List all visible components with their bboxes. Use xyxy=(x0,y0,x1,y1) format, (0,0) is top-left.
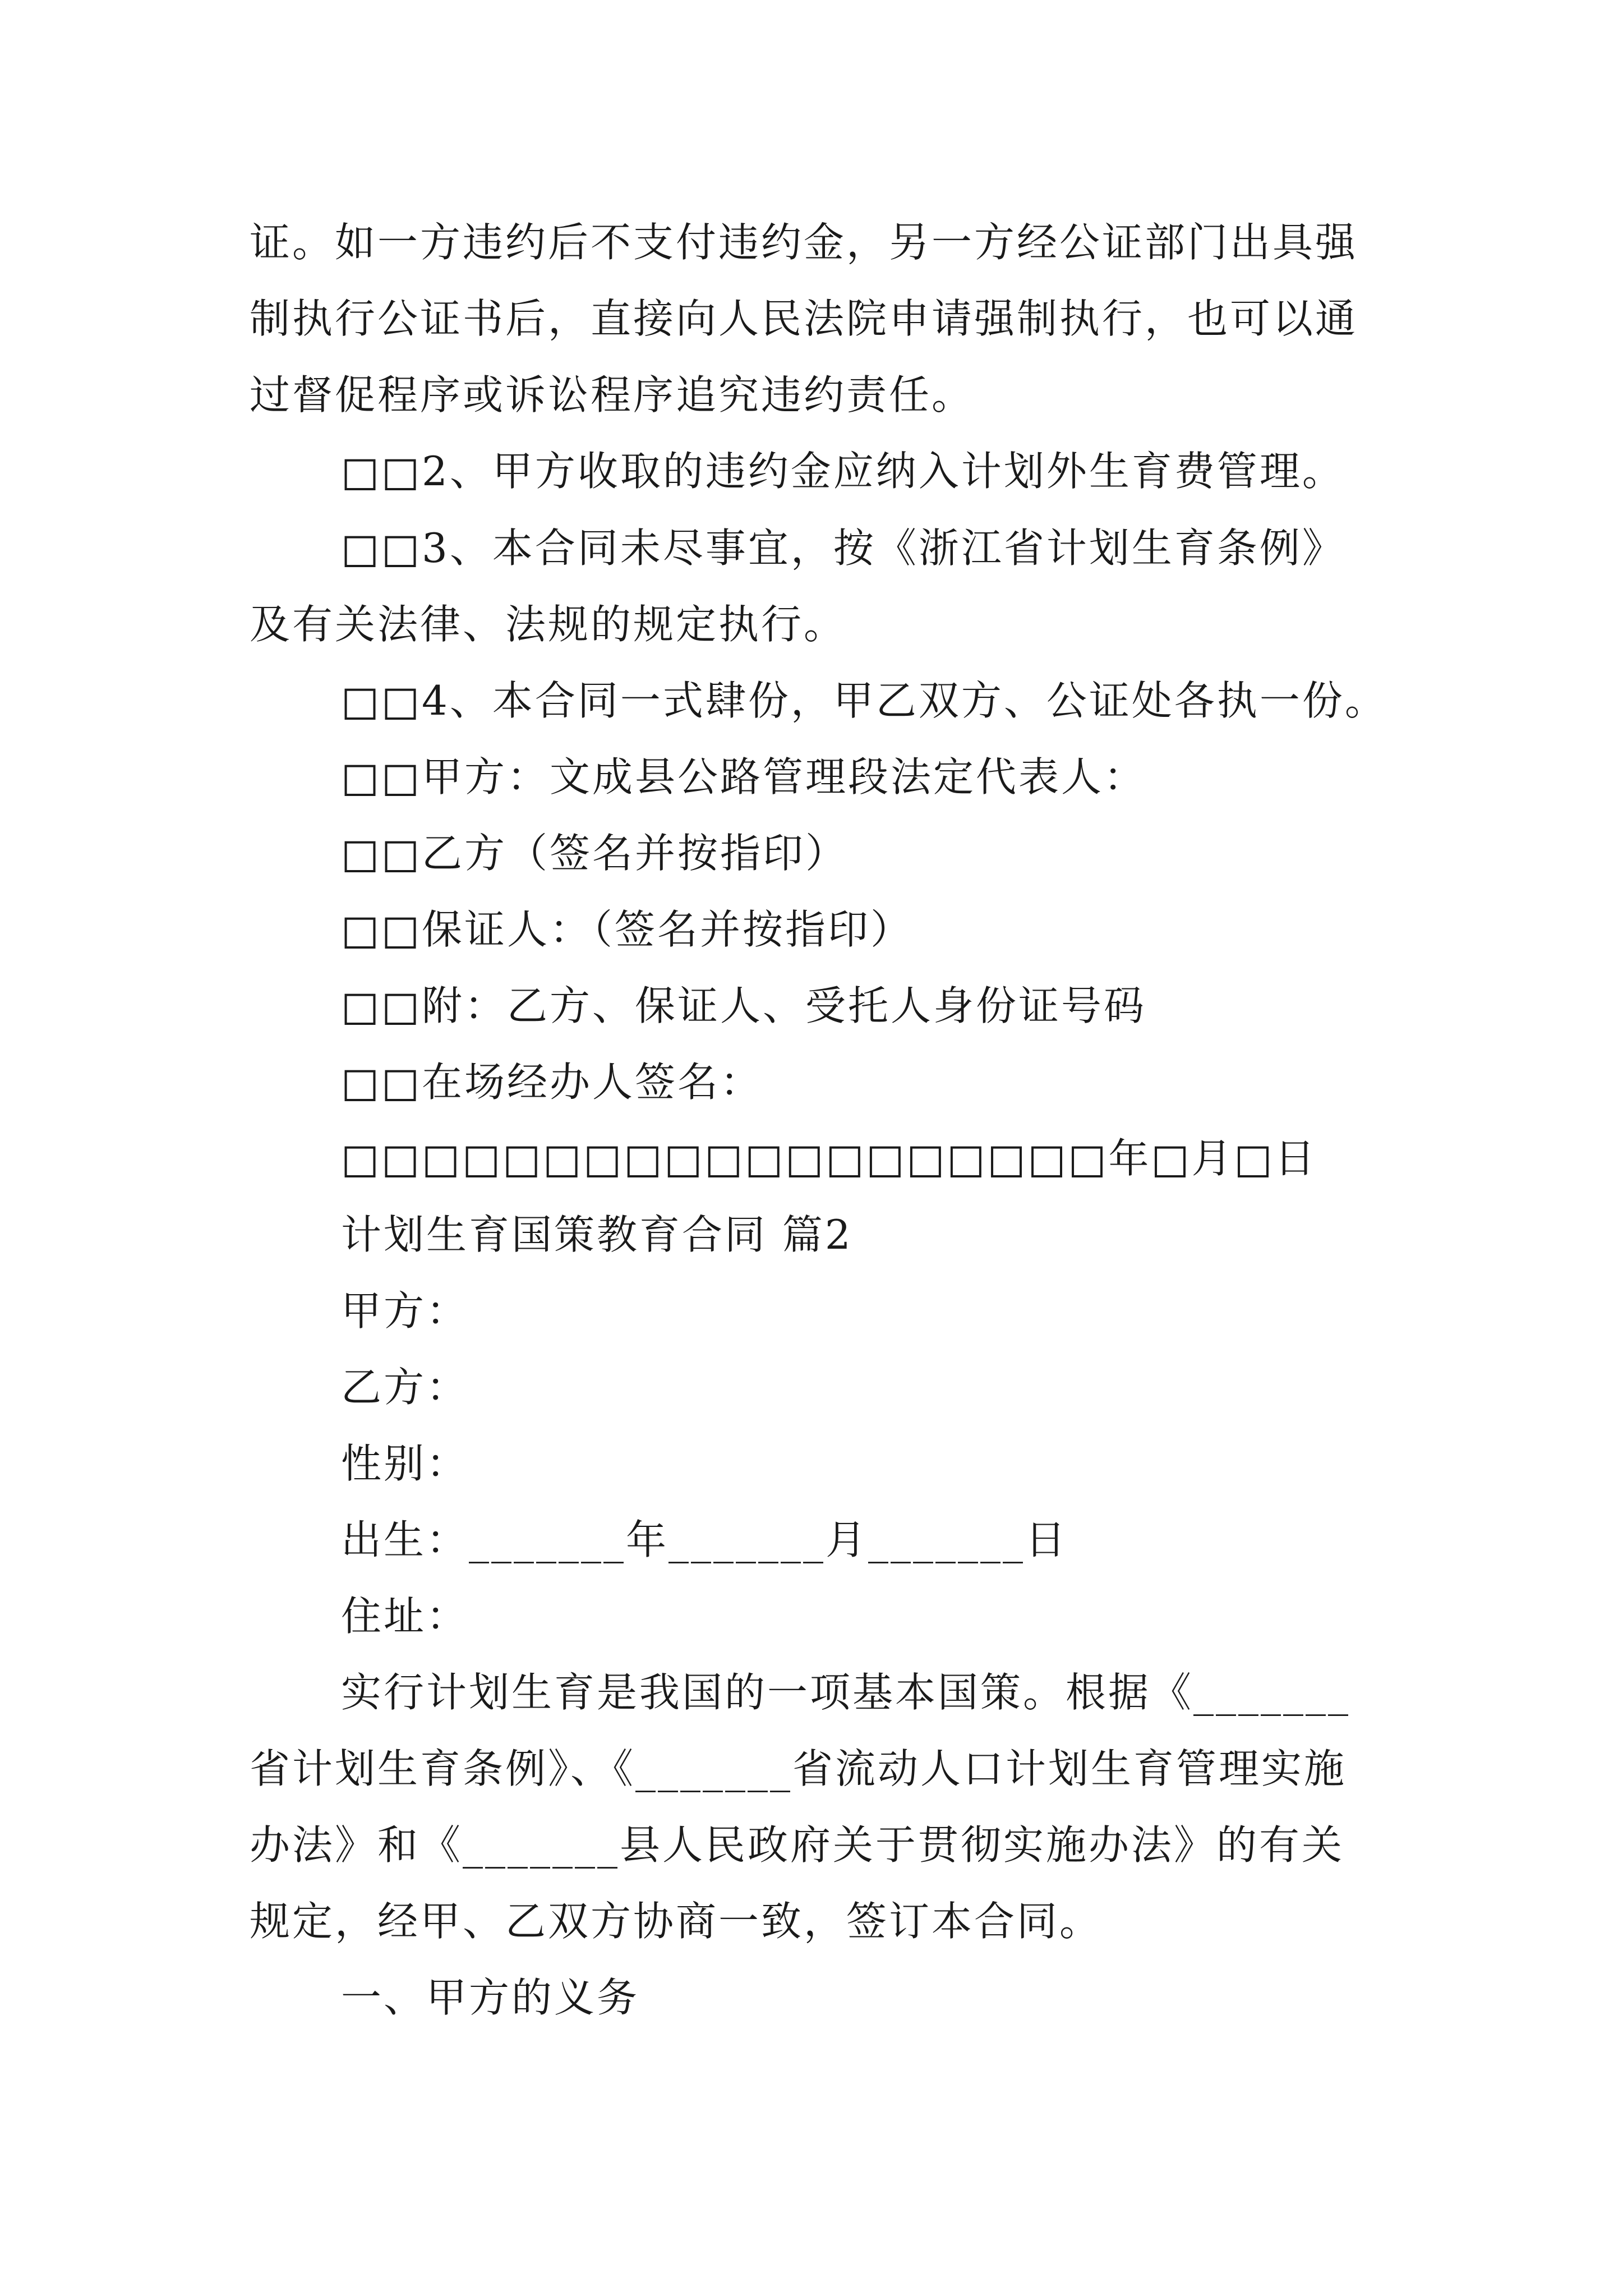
text-line: 住址： xyxy=(341,1593,469,1640)
text-line: □□3、本合同未尽事宜，按《浙江省计划生育条例》 xyxy=(341,524,1345,572)
text-line: 制执行公证书后，直接向人民法院申请强制执行，也可以通 xyxy=(250,295,1358,342)
text-line: 规定，经甲、乙双方协商一致，签订本合同。 xyxy=(250,1898,1103,1945)
text-line: □□4、本合同一式肆份，甲乙双方、公证处各执一份。 xyxy=(341,677,1387,724)
text-line: 乙方： xyxy=(341,1364,469,1411)
text-line: 省计划生育条例》、《_______省流动人口计划生育管理实施 xyxy=(250,1745,1347,1792)
text-line: □□2、甲方收取的违约金应纳入计划外生育费管理。 xyxy=(341,448,1345,495)
text-line: 办法》和《_______县人民政府关于贯彻实施办法》的有关 xyxy=(250,1821,1345,1869)
text-line: □□在场经办人签名： xyxy=(341,1059,763,1106)
text-line: □□乙方（签名并按指印） xyxy=(341,830,849,877)
text-line: 一、甲方的义务 xyxy=(341,1974,640,2021)
text-line: □□□□□□□□□□□□□□□□□□□年□月□日 xyxy=(341,1135,1317,1182)
text-line: 过督促程序或诉讼程序追究违约责任。 xyxy=(250,371,975,418)
section-heading: 计划生育国策教育合同 篇2 xyxy=(341,1211,853,1258)
text-line: □□保证人：（签名并按指印） xyxy=(341,906,914,953)
text-line: 证。如一方违约后不支付违约金，另一方经公证部门出具强 xyxy=(250,219,1358,266)
text-line: □□附：乙方、保证人、受托人身份证号码 xyxy=(341,982,1147,1029)
text-line: □□甲方：文成县公路管理段法定代表人： xyxy=(341,753,1147,800)
text-line: 及有关法律、法规的规定执行。 xyxy=(250,601,847,648)
text-line: 性别： xyxy=(341,1440,469,1487)
text-line: 实行计划生育是我国的一项基本国策。根据《_______ xyxy=(341,1669,1351,1716)
text-line: 出生：_______年_______月_______日 xyxy=(341,1516,1068,1563)
text-line: 甲方： xyxy=(341,1287,469,1335)
